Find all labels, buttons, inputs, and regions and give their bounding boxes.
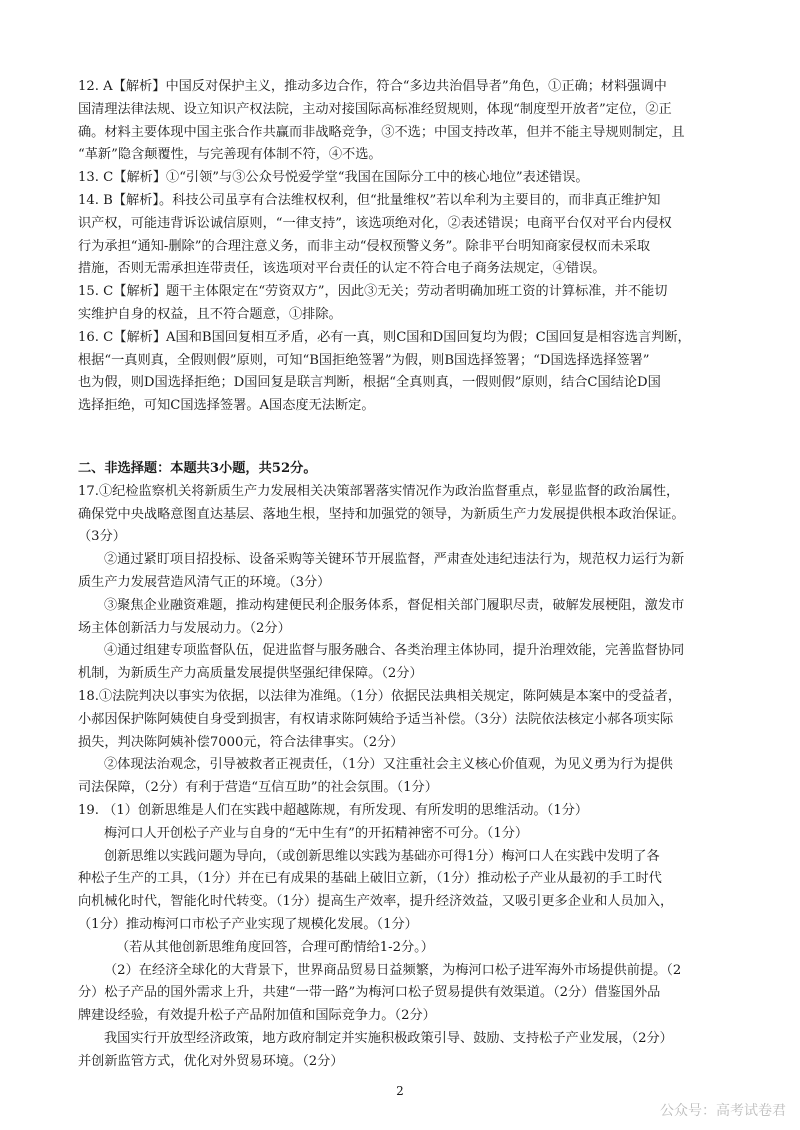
watermark: 公众号：高考试卷君 bbox=[660, 1103, 786, 1119]
text-line: “革新”隐含颠覆性，与完善现有体制不符，④不选。 bbox=[78, 147, 382, 163]
text-line: 种松子生产的工具，（1分）并在已有成果的基础上破旧立新，（1分）推动松子产业从最初的手工时代 bbox=[78, 871, 662, 887]
text-line: 根据“一真则真，全假则假”原则，可知“B国拒绝签署”为假，则B国选择签署；“D国选择选择签署” bbox=[78, 352, 650, 368]
text-line: ③聚焦企业融资难题，推动构建便民利企服务体系，督促相关部门履职尽责，破解发展梗阻，激发市 bbox=[104, 597, 685, 613]
text-line: 实维护自身的权益，且不符合题意，①排除。 bbox=[78, 307, 342, 322]
text-line: 19. （1）创新思维是人们在实践中超越陈规，有所发现、有所发明的思维活动。（1分） bbox=[78, 803, 589, 818]
text-line: 分）松子产品的国外需求上升，共建“一带一路”为梅河口松子贸易提供有效渠道。（2分）借鉴国外品 bbox=[78, 985, 661, 1001]
text-line: 并创新监管方式，优化对外贸易环境。（2分） bbox=[78, 1053, 344, 1069]
text-line: 14. B【解析】。科技公司虽享有合法维权权利，但“批量维权”若以牟利为主要目的，而非真正维护知 bbox=[78, 193, 661, 208]
text-line: 创新思维以实践问题为导向，（或创新思维以实践为基础亦可得1分）梅河口人在实践中发明了各 bbox=[104, 848, 660, 864]
text-line: ②体现法治观念，引导被救者正视责任，（1分）又注重社会主义核心价值观，为见义勇为行为提供 bbox=[104, 757, 673, 773]
text-line: 梅河口人开创松子产业与自身的“无中生有”的开拓精神密不可分。（1分） bbox=[104, 825, 529, 841]
text-line: 我国实行开放型经济政策，地方政府制定并实施积极政策引导、鼓励、支持松子产业发展，（2分） bbox=[104, 1031, 673, 1046]
page-number: 2 bbox=[396, 1084, 404, 1098]
text-line: 牌建设经验，有效提升松子产品附加值和国际竞争力。（2分） bbox=[78, 1008, 436, 1024]
text-line: 17.①纪检监察机关将新质生产力发展相关决策部署落实情况作为政治监督重点，彰显监督的政治属性， bbox=[78, 483, 680, 499]
text-line: 12. A【解析】中国反对保护主义，推动多边合作，符合“多边共治倡导者”角色，①正确；材料强调中 bbox=[78, 79, 667, 94]
text-line: 司法保障，（2分）有利于营造“互信互助”的社会氛围。（1分） bbox=[78, 780, 438, 796]
text-line: （1分）推动梅河口市松子产业实现了规模化发展。（1分） bbox=[78, 917, 418, 932]
text-line: 18.①法院判决以事实为依据，以法律为准绳。（1分）依据民法典相关规定，陈阿姨是本案中的受益者， bbox=[78, 689, 682, 704]
text-line: 确。材料主要体现中国主张合作共赢而非战略竞争，③不选；中国支持改革，但并不能主导规则制定，且 bbox=[78, 124, 685, 140]
text-line: 行为承担“通知-删除”的合理注意义务，而非主动“侵权预警义务”。除非平台明知商家侵权而未采取 bbox=[78, 238, 651, 254]
text-line: 机制，为新质生产力高质量发展提供坚强纪律保障。（2分） bbox=[78, 666, 423, 682]
text-line: ②通过紧盯项目招投标、设备采购等关键环节开展监督，严肃查处违纪违法行为，规范权力运行为新 bbox=[104, 552, 685, 568]
text-line: 也为假，则D国选择拒绝；D国回复是联言判断，根据“全真则真，一假则假”原则，结合C国结论D国 bbox=[78, 375, 661, 391]
text-line: 措施，否则无需承担连带责任，该选项对平台责任的认定不符合电子商务法规定，④错误。 bbox=[78, 261, 606, 277]
text-line: 16. C【解析】A国和B国回复相互矛盾，必有一真，则C国和D国回复均为假；C国回复是相容选言判断， bbox=[78, 329, 691, 345]
text-line: （3分） bbox=[78, 529, 126, 545]
text-line: 13. C【解析】①“引领”与③公众号悦爱学堂“我国在国际分工中的核心地位”表述错误。 bbox=[78, 170, 589, 186]
text-line: 损失，判决陈阿姨补偿7000元，符合法律事实。（2分） bbox=[78, 734, 404, 750]
text-line: 确保党中央战略意图直达基层、落地生根，坚持和加强党的领导，为新质生产力发展提供根本政治保证。 bbox=[78, 506, 685, 522]
text-line: 选择拒绝，可知C国选择签署。A国态度无法断定。 bbox=[78, 398, 375, 414]
text-line: （2）在经济全球化的大背景下，世界商品贸易日益频繁，为梅河口松子进军海外市场提供前提。（2 bbox=[104, 962, 682, 978]
text-line: 小郝因保护陈阿姨使自身受到损害，有权请求陈阿姨给予适当补偿。（3分）法院依法核定小郝各项实际 bbox=[78, 711, 674, 727]
text-line: 向机械化时代，智能化时代转变。（1分）提高生产效率，提升经济效益，又吸引更多企业和人员加入， bbox=[78, 894, 674, 910]
text-line: 识产权，可能违背诉讼诚信原则，“一律支持”，该选项绝对化，②表述错误；电商平台仅对平台内侵权 bbox=[78, 215, 672, 231]
text-line: 质生产力发展营造风清气正的环境。（3分） bbox=[78, 575, 331, 590]
text-line: 场主体创新活力与发展动力。（2分） bbox=[78, 620, 291, 636]
text-line: （若从其他创新思维角度回答，合理可酌情给1-2分。） bbox=[116, 939, 434, 955]
text-line: 15. C【解析】题干主体限定在“劳资双方”，因此③无关；劳动者明确加班工资的计算标准，并不能切 bbox=[78, 284, 668, 300]
text-line: 国清理法律法规、设立知识产权法院，主动对接国际高标准经贸规则，体现“制度型开放者”定位，②正 bbox=[78, 101, 672, 117]
section-heading: 二、非选择题：本题共3小题，共52分。 bbox=[78, 461, 317, 476]
text-line: ④通过组建专项监督队伍，促进监督与服务融合、各类治理主体协同，提升治理效能，完善监督协同 bbox=[104, 643, 685, 659]
